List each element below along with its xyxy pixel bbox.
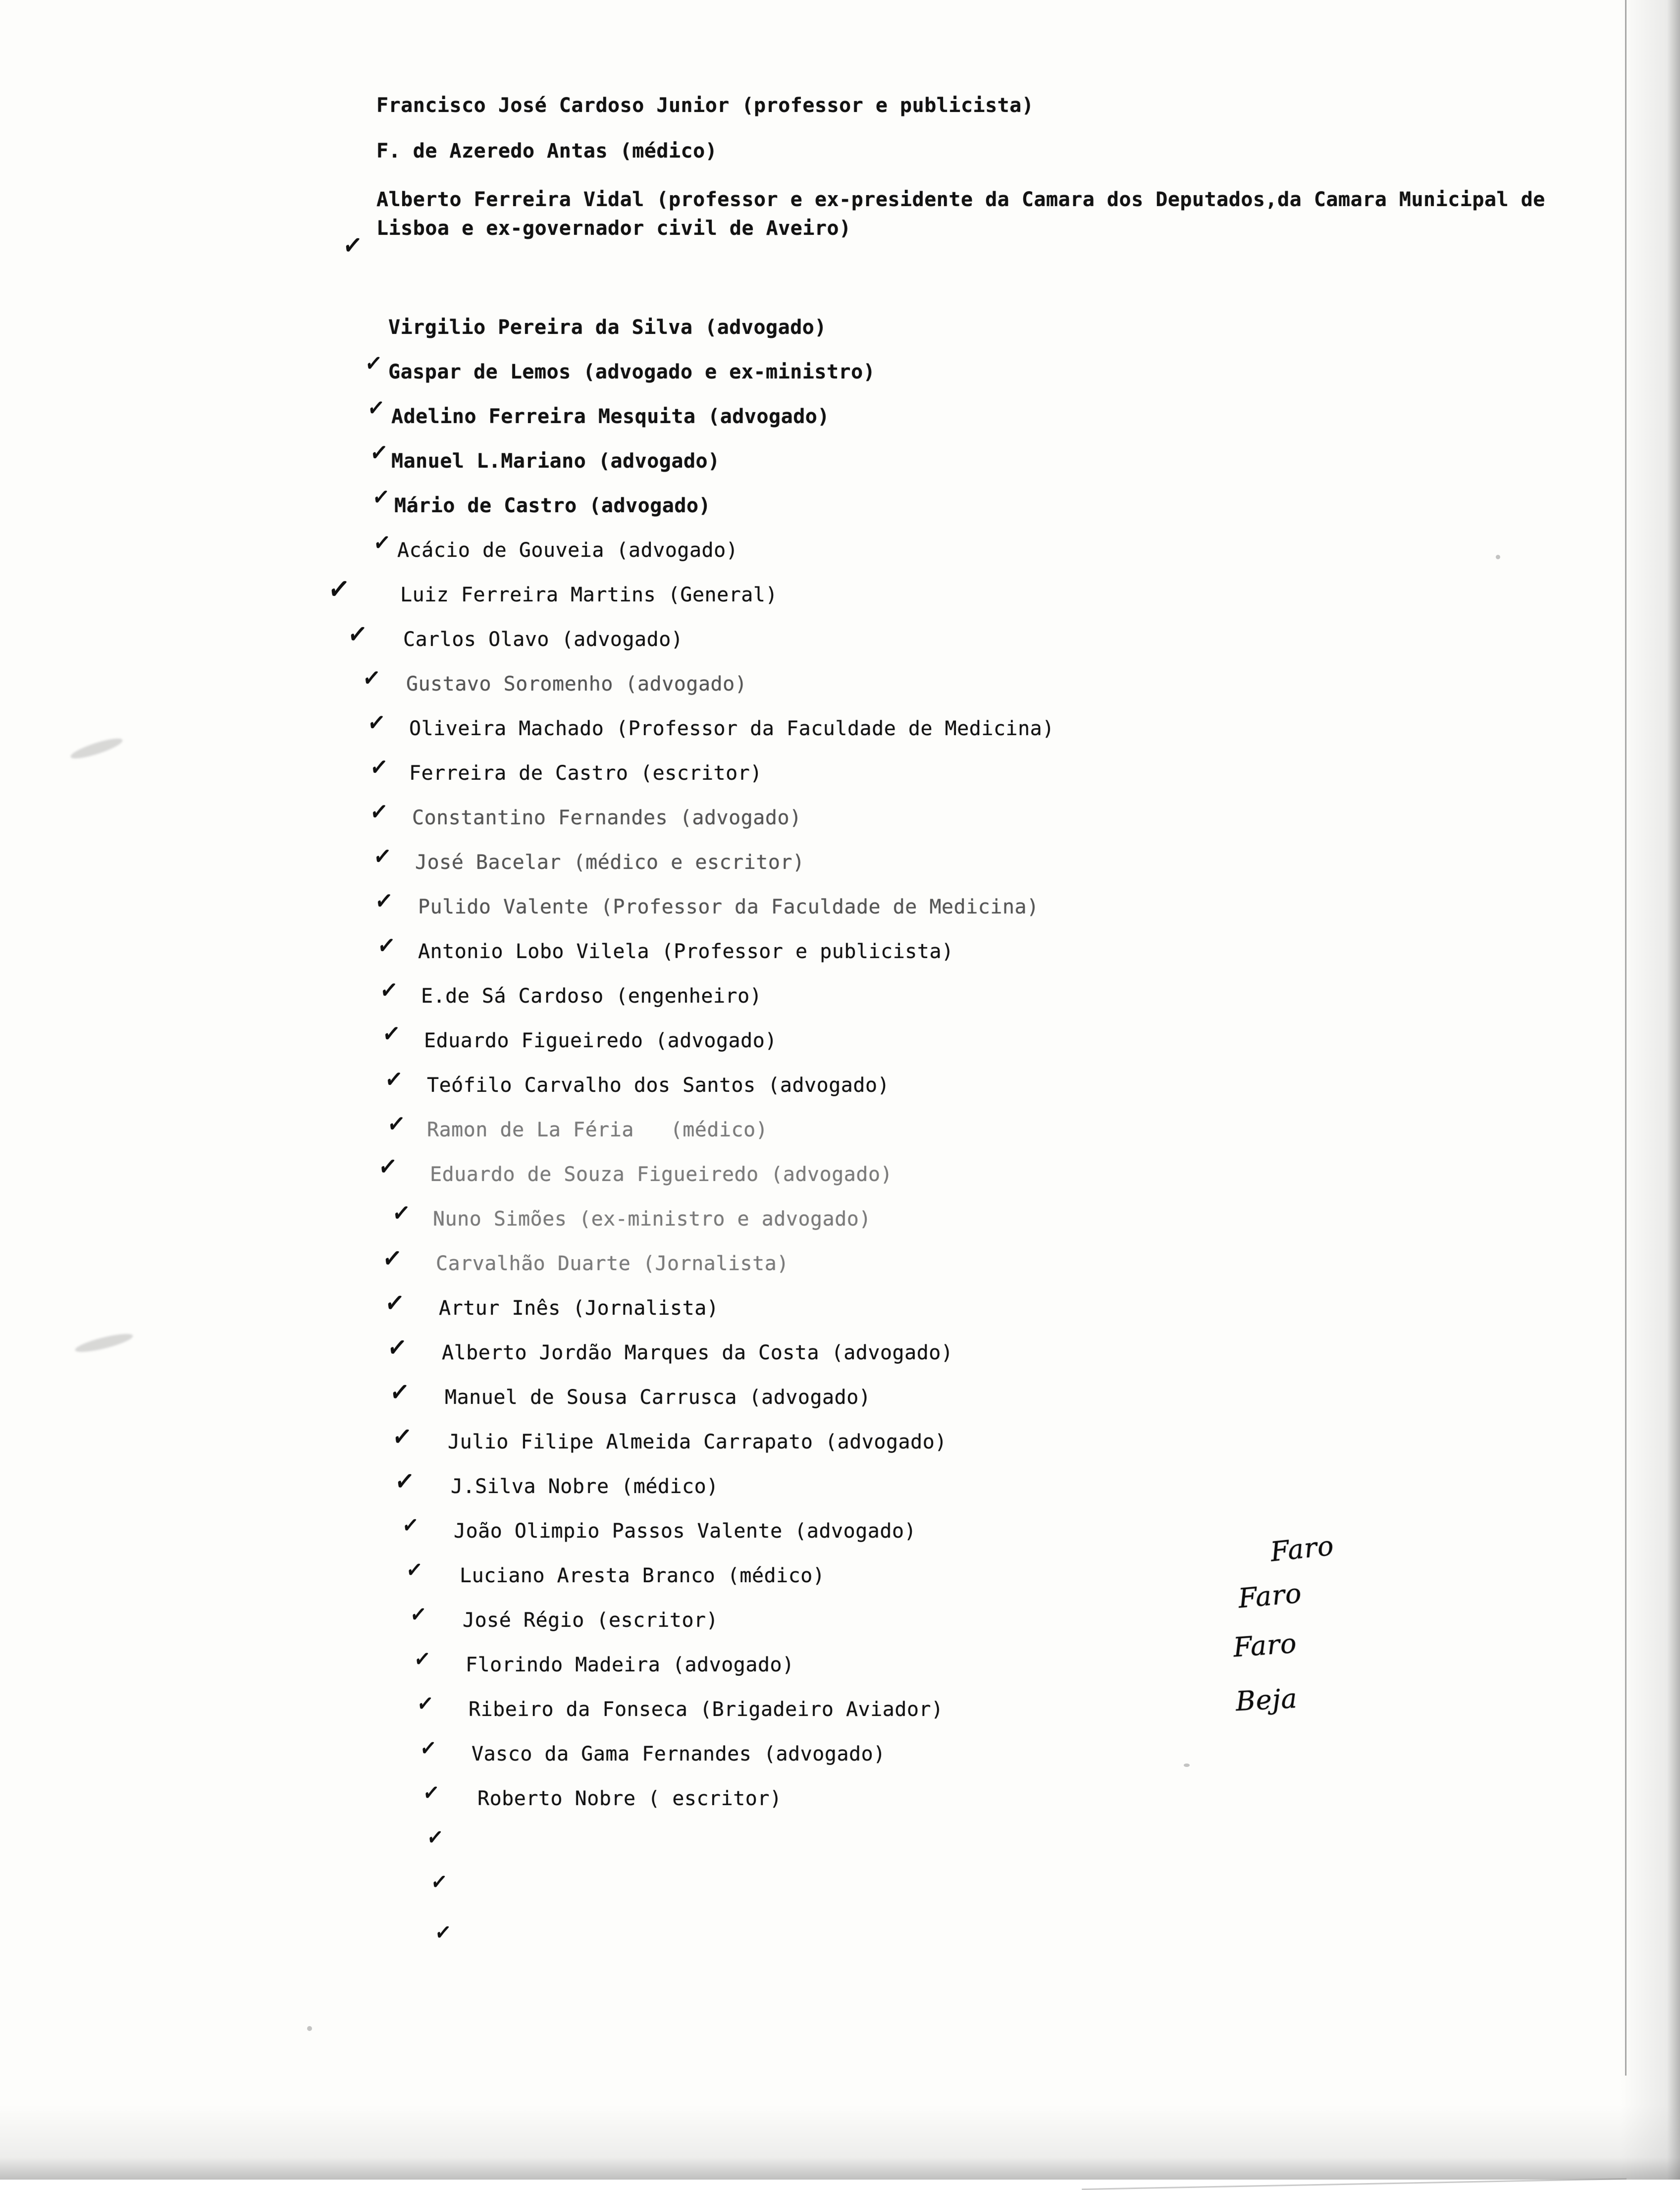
list-item: José Régio (escritor) bbox=[463, 1609, 719, 1632]
checkmark-icon: ✓ bbox=[383, 1064, 404, 1095]
checkmark-icon: ✓ bbox=[429, 1869, 449, 1896]
scan-speck bbox=[1184, 1763, 1190, 1767]
scan-edge-shadow-right bbox=[1621, 0, 1680, 2180]
checkmark-icon: ✓ bbox=[376, 930, 397, 961]
list-item: João Olimpio Passos Valente (advogado) bbox=[454, 1520, 917, 1543]
handwritten-note: Faro bbox=[1232, 1627, 1298, 1663]
checkmark-icon: ✓ bbox=[346, 618, 369, 651]
checkmark-icon: ✓ bbox=[366, 707, 387, 738]
page-fold-line bbox=[1625, 0, 1627, 2076]
list-item: Ribeiro da Fonseca (Brigadeiro Aviador) bbox=[469, 1698, 944, 1721]
handwritten-note: Faro bbox=[1269, 1530, 1336, 1568]
list-item: E.de Sá Cardoso (engenheiro) bbox=[421, 985, 762, 1008]
checkmark-icon: ✓ bbox=[361, 663, 382, 694]
checkmark-icon: ✓ bbox=[383, 1286, 406, 1320]
checkmark-icon: ✓ bbox=[388, 1376, 411, 1409]
list-item: Constantino Fernandes (advogado) bbox=[412, 806, 802, 829]
list-item: Julio Filipe Almeida Carrapato (advogado) bbox=[448, 1431, 947, 1453]
checkmark-icon: ✓ bbox=[421, 1779, 441, 1807]
list-item: Gaspar de Lemos (advogado e ex-ministro) bbox=[388, 361, 876, 383]
checkmark-icon: ✓ bbox=[401, 1512, 420, 1539]
list-item: Oliveira Machado (Professor da Faculdade de Medicina) bbox=[409, 717, 1054, 740]
checkmark-icon: ✓ bbox=[368, 797, 389, 827]
list-item: Florindo Madeira (advogado) bbox=[466, 1654, 794, 1676]
checkmark-icon: ✓ bbox=[416, 1690, 435, 1717]
list-item: Mário de Castro (advogado) bbox=[394, 494, 711, 517]
checkmark-icon: ✓ bbox=[405, 1556, 424, 1584]
list-item: Ferreira de Castro (escritor) bbox=[409, 762, 762, 785]
scan-smudge bbox=[69, 735, 124, 762]
list-item: Carvalhão Duarte (Jornalista) bbox=[436, 1252, 789, 1275]
checkmark-icon: ✓ bbox=[433, 1919, 453, 1946]
list-item: Roberto Nobre ( escritor) bbox=[477, 1787, 782, 1810]
checkmark-icon: ✓ bbox=[409, 1601, 428, 1628]
scan-edge-shadow-bottom bbox=[0, 2105, 1680, 2180]
list-item: Alberto Ferreira Vidal (professor e ex-presidente da Camara dos Deputados,da Camara Municipal de Lisboa e ex-governador civil de Aveiro) bbox=[376, 188, 1558, 240]
list-item: Manuel de Sousa Carrusca (advogado) bbox=[445, 1386, 871, 1409]
checkmark-icon: ✓ bbox=[391, 1198, 412, 1229]
scan-speck bbox=[1496, 555, 1500, 559]
checkmark-icon: ✓ bbox=[381, 1242, 404, 1275]
list-item: Gustavo Soromenho (advogado) bbox=[406, 673, 747, 695]
list-item: Antonio Lobo Vilela (Professor e publicista) bbox=[418, 940, 954, 963]
list-item: José Bacelar (médico e escritor) bbox=[415, 851, 805, 874]
checkmark-icon: ✓ bbox=[425, 1824, 445, 1851]
checkmark-icon: ✓ bbox=[364, 348, 384, 378]
checkmark-icon: ✓ bbox=[326, 571, 352, 607]
checkmark-icon: ✓ bbox=[368, 752, 389, 783]
checkmark-icon: ✓ bbox=[391, 1420, 414, 1453]
checkmark-icon: ✓ bbox=[341, 229, 364, 262]
list-item: Alberto Jordão Marques da Costa (advogado) bbox=[442, 1341, 953, 1364]
list-item: Artur Inês (Jornalista) bbox=[439, 1297, 719, 1320]
list-item: J.Silva Nobre (médico) bbox=[451, 1475, 719, 1498]
list-item: Virgilio Pereira da Silva (advogado) bbox=[388, 316, 827, 339]
list-item: Vasco da Gama Fernandes (advogado) bbox=[472, 1743, 886, 1765]
list-item: F. de Azeredo Antas (médico) bbox=[376, 140, 718, 162]
checkmark-icon: ✓ bbox=[381, 1018, 402, 1049]
checkmark-icon: ✓ bbox=[419, 1735, 438, 1762]
checkmark-icon: ✓ bbox=[366, 393, 386, 423]
handwritten-note: Faro bbox=[1237, 1577, 1303, 1614]
list-item: Eduardo Figueiredo (advogado) bbox=[424, 1029, 777, 1052]
checkmark-icon: ✓ bbox=[378, 975, 399, 1006]
scan-smudge bbox=[74, 1331, 134, 1355]
handwritten-note: Beja bbox=[1235, 1682, 1299, 1717]
list-item: Carlos Olavo (advogado) bbox=[403, 628, 683, 651]
list-item: Eduardo de Souza Figueiredo (advogado) bbox=[430, 1163, 893, 1186]
list-item: Ramon de La Féria (médico) bbox=[427, 1119, 768, 1141]
list-item: Pulido Valente (Professor da Faculdade de Medicina) bbox=[418, 896, 1039, 918]
checkmark-icon: ✓ bbox=[386, 1109, 407, 1139]
list-item: Luiz Ferreira Martins (General) bbox=[400, 584, 778, 606]
list-item: Nuno Simões (ex-ministro e advogado) bbox=[433, 1208, 871, 1230]
checkmark-icon: ✓ bbox=[372, 841, 393, 872]
checkmark-icon: ✓ bbox=[368, 437, 389, 468]
list-item: Francisco José Cardoso Junior (professor e publicista) bbox=[376, 94, 1034, 117]
list-item: Adelino Ferreira Mesquita (advogado) bbox=[391, 405, 830, 428]
page-fold-line-bottom bbox=[1082, 2178, 1627, 2190]
checkmark-icon: ✓ bbox=[371, 482, 391, 512]
scan-speck bbox=[307, 2026, 312, 2031]
list-item: Teófilo Carvalho dos Santos (advogado) bbox=[427, 1074, 890, 1097]
checkmark-icon: ✓ bbox=[373, 886, 394, 916]
list-item: Acácio de Gouveia (advogado) bbox=[397, 539, 738, 562]
list-item: Manuel L.Mariano (advogado) bbox=[391, 450, 720, 473]
checkmark-icon: ✓ bbox=[386, 1331, 409, 1364]
checkmark-icon: ✓ bbox=[413, 1646, 432, 1673]
checkmark-icon: ✓ bbox=[393, 1465, 416, 1498]
checkmark-icon: ✓ bbox=[372, 528, 392, 557]
list-item: Luciano Aresta Branco (médico) bbox=[460, 1564, 825, 1587]
checkmark-icon: ✓ bbox=[377, 1150, 399, 1182]
